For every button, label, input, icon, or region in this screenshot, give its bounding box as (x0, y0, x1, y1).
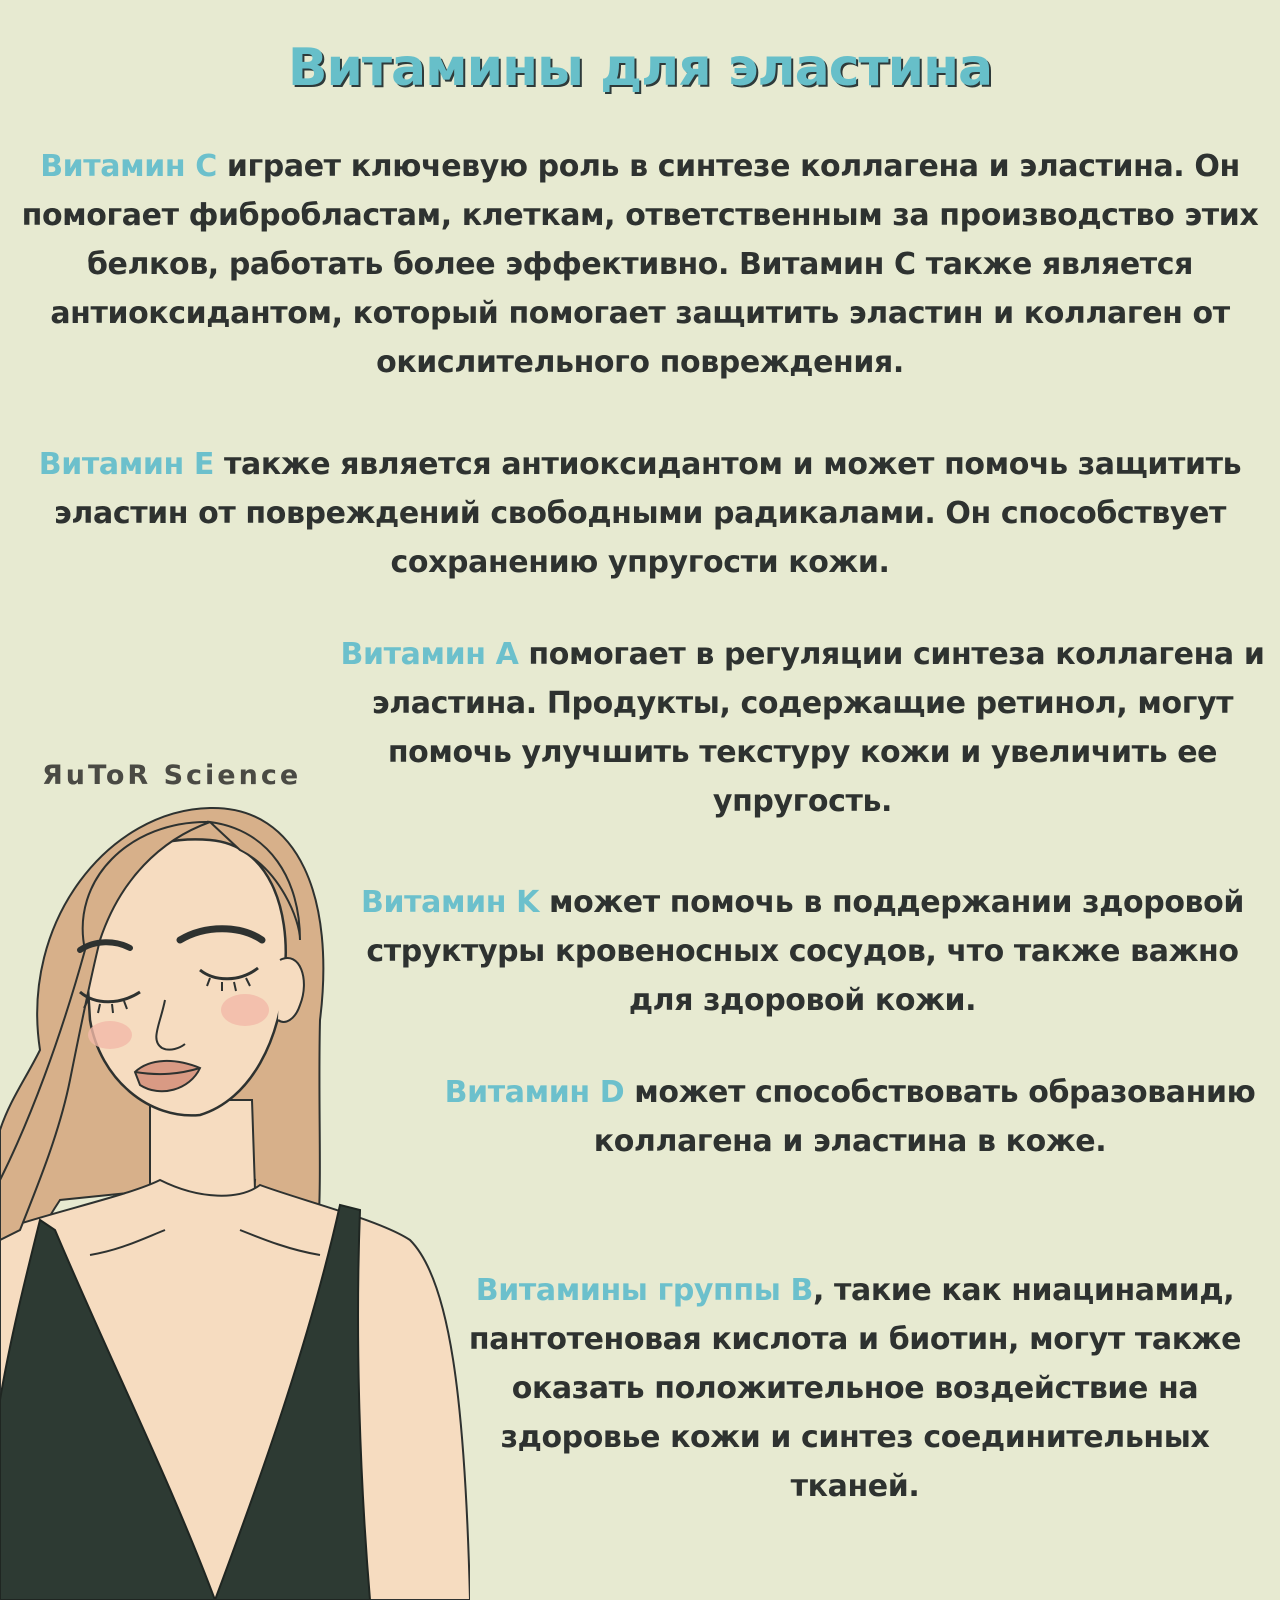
vitamin-b-heading: Витамины группы B (475, 1273, 813, 1308)
vitamin-c-heading: Витамин C (40, 149, 217, 184)
woman-illustration (0, 800, 470, 1600)
vitamin-e-paragraph (10, 440, 1270, 587)
vitamin-k-paragraph (335, 878, 1270, 1025)
author-signature: ЯuToR Science (42, 760, 302, 791)
vitamin-d-paragraph (430, 1068, 1270, 1166)
vitamin-c-text: играет ключевую роль в синтезе коллагена и эластина. Он помогает фибробластам, клеткам, ответственным за производство этих белков, работать более эффективно. Витамин C также является антиоксидантом, который помогает защитить эластин и коллаген от окислительного повреждения. (21, 149, 1259, 380)
vitamin-b-text: , такие как ниацинамид, пантотеновая кислота и биотин, могут также оказать положительное воздействие на здоровье кожи и синтез соединительных тканей. (468, 1273, 1242, 1504)
page-title: Витамины для эластина (287, 38, 993, 98)
vitamin-e-text: также является антиоксидантом и может помочь защитить эластин от повреждений свободными радикалами. Он способствует сохранению упругости кожи. (54, 447, 1242, 580)
vitamin-k-text: может помочь в поддержании здоровой структуры кровеносных сосудов, что также важно для здоровой кожи. (366, 885, 1244, 1018)
vitamin-a-heading: Витамин A (340, 637, 519, 672)
vitamin-c-paragraph (10, 142, 1270, 387)
vitamin-k-heading: Витамин K (361, 885, 539, 920)
vitamin-e-heading: Витамин E (38, 447, 214, 482)
vitamin-b-paragraph (440, 1266, 1270, 1511)
vitamin-a-paragraph (335, 630, 1270, 826)
vitamin-d-text: может способствовать образованию коллагена и эластина в коже. (593, 1075, 1256, 1159)
vitamin-d-heading: Витамин D (444, 1075, 625, 1110)
vitamin-a-text: помогает в регуляции синтеза коллагена и эластина. Продукты, содержащие ретинол, могут помочь улучшить текстуру кожи и увеличить ее упругость. (371, 637, 1265, 819)
